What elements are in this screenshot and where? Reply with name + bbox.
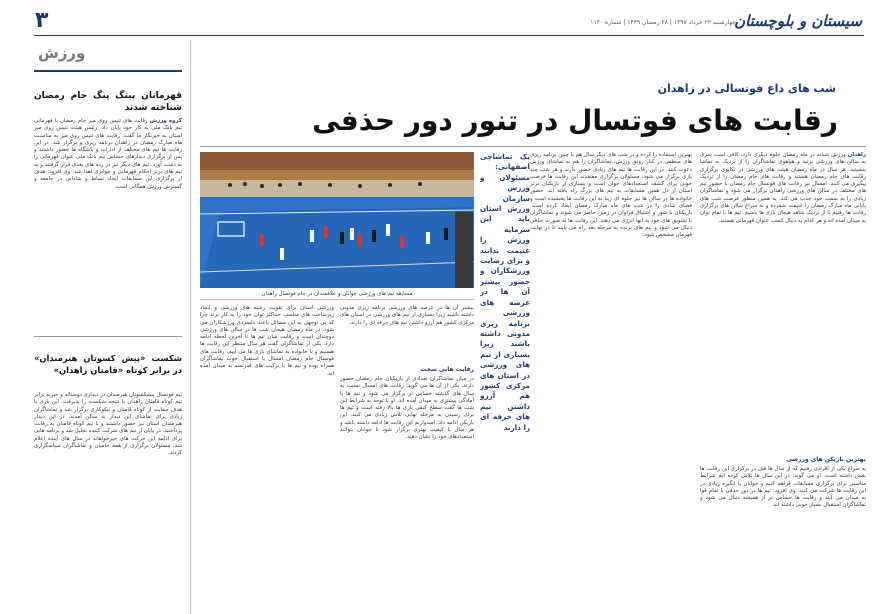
column-divider — [190, 40, 191, 614]
article-column-2: بهترین استفاده را کرده و در شب های دیگر سال هم با چنین برنامه ریزی های منظمی در کنار رونق ورزش، تماشاگران را هم به تماشای ورزش دعوت کنند. در این رقابت ها تیم های زیادی حضور دارند و هر شب چند بازی برگزار می شود. مسئولان برگزاری معتقدند این رقابت ها فرصت خوبی برای کشف استعدادهای جوان است و بسیاری از بازیکنان برتر استان از دل همین مسابقات به تیم های بزرگ راه یافته اند. حضور خانواده ها در سالن ها نیز جلوه ای زیبا به این رقابت ها بخشیده است و فضای شادی را در شب های ماه مبارک رمضان ایجاد کرده است. بازیکنان با شور و اشتیاق فراوان در زمین حاضر می شوند و تماشاگران با تشویق های خود به آنها انرژی می دهند. این رقابت ها به صورت حذفی دنبال می شود و تیم های برنده به مرحله بعد راه می یابند تا در نهایت قهرمان مشخص شود. — [530, 152, 692, 239]
side-body-text: رقابت های تنیس روی میز جام رمضان با قهرمانی تیم بانک ملی به کار خود پایان داد. رئیس هیئت تنیس روی میز استان به خبرنگار ما گفت: رقابت های تنیس روی میز به مناسبت ماه مبارک رمضان در زاهدان برنامه ریزی و برگزار شد. در این رقابت ها تیم های مختلف از ادارات و باشگاه ها حضور داشتند و پس از برگزاری دیدارهای حساس تیم بانک ملی عنوان قهرمانی را به دست آورد. تیم های دیگر نیز در رده های بعدی قرار گرفتند و به تیم های برتر احکام قهرمانی و جوایزی اهدا شد. وی افزود: هدف از برگزاری این مسابقات ایجاد نشاط و شادابی در جامعه و گسترش ورزش همگانی است. — [34, 118, 182, 190]
page-number: ۳ — [35, 8, 49, 33]
newspaper-logo: سیستان و بلوچستان — [734, 12, 862, 30]
futsal-photo — [200, 152, 474, 288]
article-column-3: در میان تماشاگران تعدادی از بازیکنان جام رمضان حضور دارند. یکی از آن ها می گوید: رقابت های امسال نسبت به سال های گذشته حساس تر برگزار می شود و تیم ها با آمادگی بیشتری به میدان آمده اند. او با توجه به شرایط این شب ها گفت سطح کیفی بازی ها بالا رفته است و تیم ها برای رسیدن به مرحله نهایی تلاش زیادی می کنند. این بازیکن ادامه داد: امیدواریم این رقابت ها ادامه داشته باشد و هر سال با کیفیت بهتری برگزار شود تا جوانان بتوانند استعدادهای خود را نشان دهند. — [340, 376, 474, 441]
article-column-3-top: بیشتر آن ها در عرصه های ورزشی برنامه ریزی مدونی داشته باشند زیرا بسیاری از تیم های ورزشی در استان های مرکزی کشور هم آرزو داشتن تیم های حرفه ای را دارند. — [340, 305, 474, 326]
side-divider — [34, 336, 182, 337]
article-column-1 — [700, 152, 866, 452]
side-byline: گروه ورزش — [149, 118, 182, 124]
byline: زاهدان — [847, 152, 866, 158]
header-rule — [34, 35, 864, 36]
article-column-4: ورزشی استان برای تقویت رشته های ورزشی و ایجاد زیرساخت های مناسب حداکثر توان خود را به کار برند چرا که بی توجهی به این مسائل باعث دلسردی ورزشکاران می شود. در ماه رمضان هیجان شب ها در سالن های ورزشی دوچندان است و رقابت میان تیم ها تا آخرین لحظه ادامه دارد. یکی از تماشاگران گفت هر سال منتظر این رقابت ها هستیم و با خانواده به تماشای بازی ها می آییم. رقابت های فوتسال جام رمضان امسال با استقبال خوب تماشاگران همراه بوده و تیم ها با ترکیب های قدرتمند به میدان آمده اند. — [200, 305, 334, 377]
body-text: ورزش شبانه در ماه رمضان جلوه دیگری دارد، کافی است سری به سالن های ورزشی بزنید و هیاهوی تماشاگران را از نزدیک به تماشا بنشینید. هر سال در ماه رمضان هیئت های ورزشی در تکاپوی برگزاری رقابت های جام رمضان هستند و رقابت های جام رمضان را از نزدیک پیگیری می کنند. امسال نیز رقابت های فوتسال جام رمضان با حضور تیم های مختلف در سالن های ورزشی زاهدان برگزار می شود و تماشاگران زیادی را به سمت خود جذب می کند. به همین منظور فرصت شب های پایانی ماه مبارک رمضان را غنیمت شمرده و به سراغ سالن های برگزاری رقابت ها رفتیم تا از نزدیک شاهد هیجان بازی ها باشیم. تیم ها با تمام توان به میدان آمده اند و هر کدام به دنبال کسب عنوان قهرمانی هستند. — [700, 152, 866, 224]
story-kicker: شب های داغ فوتسالی در زاهدان — [657, 82, 836, 95]
issue-date: چهارشنبه ۲۳ خرداد ۱۳۹۷ | ۲۸ رمضان ۱۴۳۹ | شماره ۱۱۴۰ — [590, 19, 736, 26]
section-label: ورزش — [38, 44, 86, 62]
photo-caption: مسابقه تیم های ورزشی جوانان و علاقمندان در جام فوتسال زاهدان — [200, 291, 474, 300]
pull-quote: یک تماشاچی اصفهانی: مسئولان و ورزش سازمان ورزش استان باید این سرمایه ورزش را غنیمت بدانند و برای رضایت ورزشکاران و حضور بیشتر آن ها در عرصه های ورزشی برنامه ریزی مدونی داشته باشند زیرا بسیاری از تیم های ورزشی در استان های مرکزی کشور هم آرزو داشتن تیم های حرفه ای را دارند — [480, 152, 530, 432]
side-story-1-body — [34, 118, 182, 330]
side-headline-2: شکست «پیش کسوتان هنرمندان» در برابر کوتاه «قامتان زاهدان» — [34, 353, 182, 375]
subheading: بهترین بازیکن های ورزشی — [786, 456, 866, 463]
story-headline: رقابت های فوتسال در تنور دور حذفی — [312, 104, 838, 137]
header-rule-left — [34, 70, 182, 72]
side-headline-1: قهرمانان پینگ پنگ جام رمضان شناخته شدند — [34, 91, 182, 113]
article-column-1b: به سراغ یکی از افرادی رفتیم که از سال ها قبل در برگزاری این رقابت ها نقش داشته است. او می گوید: در این سال ها تلاش کرده ایم شرایط مناسبی برای برگزاری مسابقات فراهم کنیم و جوانان با انگیزه زیادی در این رقابت ها شرکت می کنند. وی افزود: تیم ها در دور حذفی با تمام قوا به میدان می آیند و رقابت ها حساس تر از همیشه دنبال می شود و تماشاگران استقبال بسیار خوبی داشته اند. — [700, 466, 866, 509]
subheading-2: رقابت هایی سخت — [420, 366, 474, 373]
side-story-2-body: تیم فوتسال پیشکسوتان هنرمندان در دیداری دوستانه و خیریه برابر تیم کوتاه قامتان زاهدان با نتیجه شکست را پذیرفت. این بازی با هدف حمایت از کوتاه قامتان و نیکوکاری برگزار شد و تماشاگران زیادی برای تماشای این دیدار به سالن آمدند. در این دیدار هنرمندان استان نیز حضور داشتند و با تیم کوتاه قامتان به رقابت پرداختند. در پایان از تیم های شرکت کننده تجلیل شد و برنامه هایی برای ادامه این حرکت های خیرخواهانه در سال های آینده اعلام شد. مسئولان برگزاری از همه حامیان و تماشاگران سپاسگزاری کردند. — [34, 392, 182, 457]
headline-rule — [200, 146, 866, 147]
